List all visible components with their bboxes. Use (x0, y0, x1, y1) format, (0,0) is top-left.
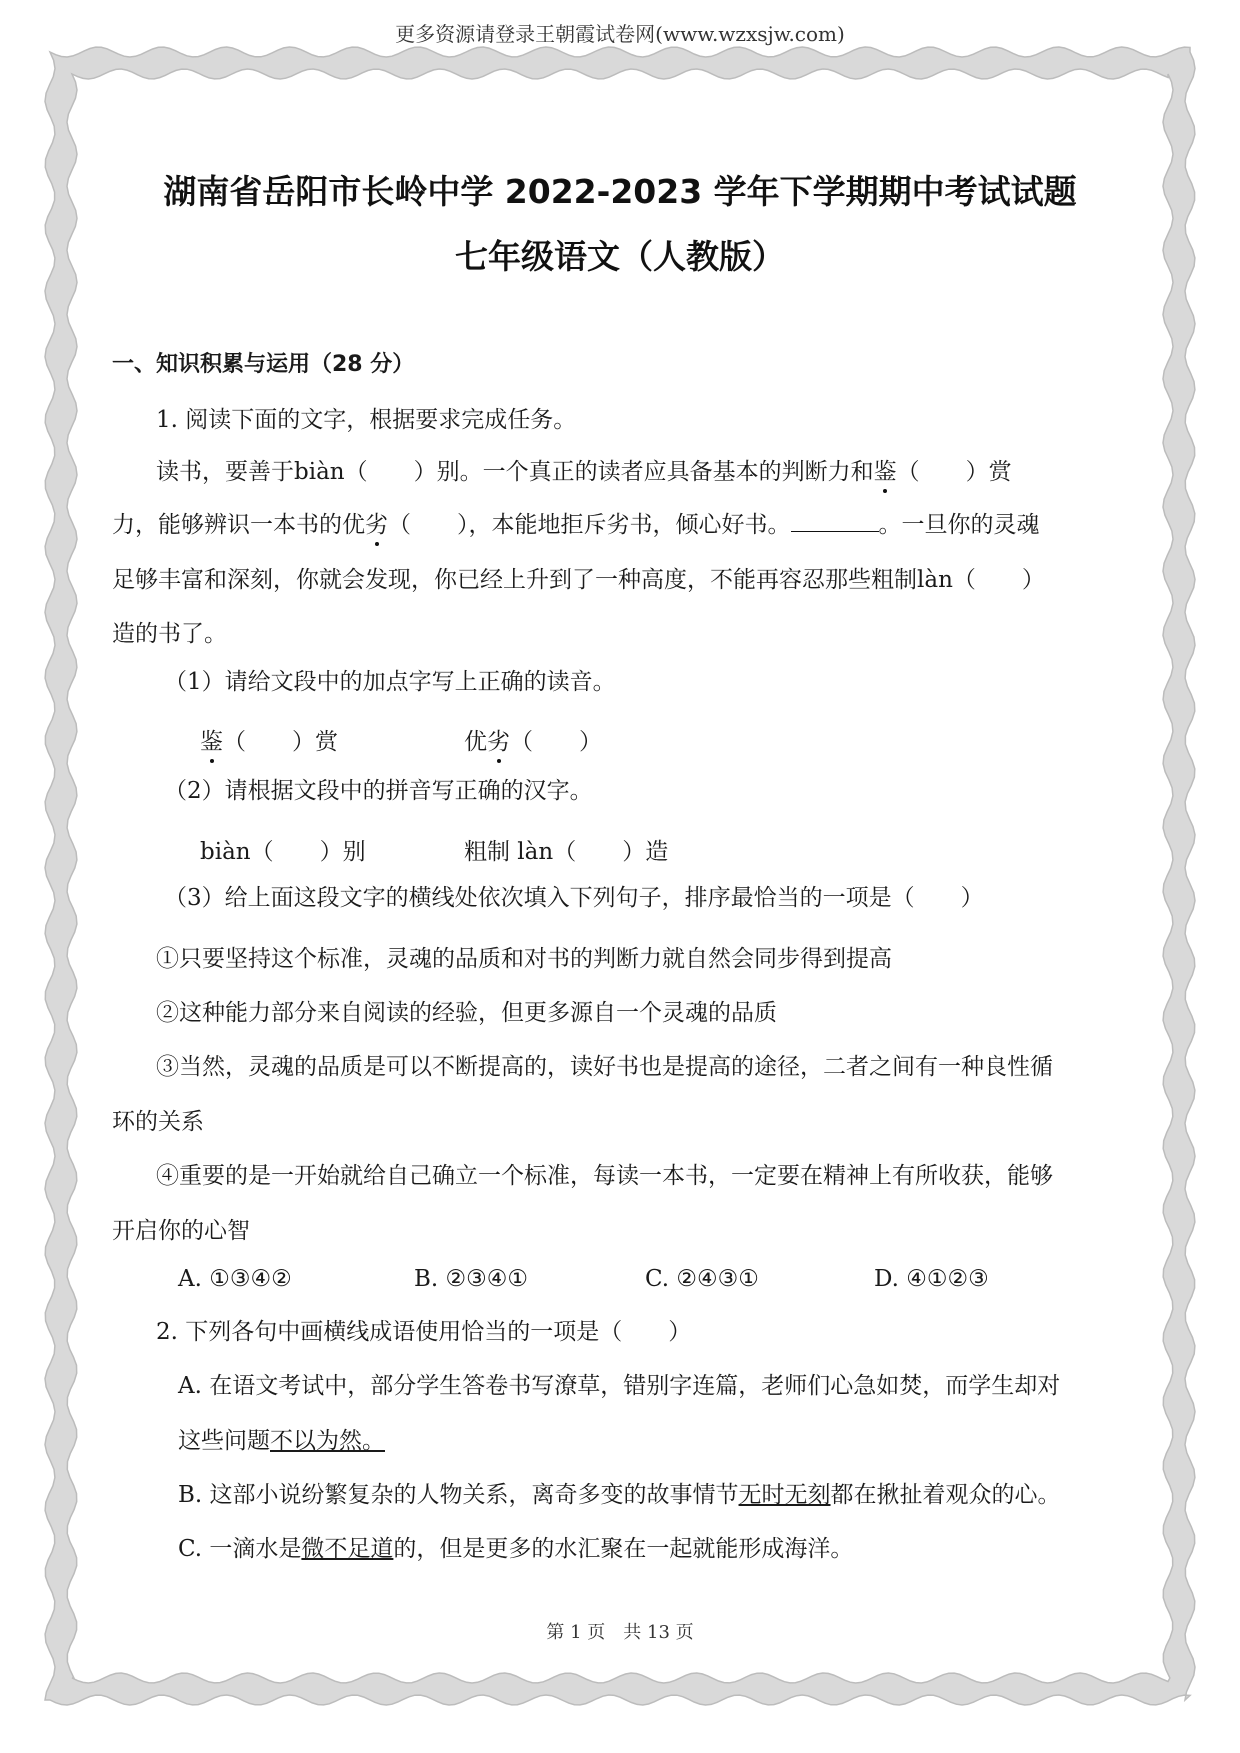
q2-option-a-cont (178, 1426, 385, 1456)
passage-line-3: 足够丰富和深刻，你就会发现，你已经上升到了一种高度，不能再容忍那些粗制làn（ ） (112, 567, 1045, 593)
sentence-2: ②这种能力部分来自阅读的经验，但更多源自一个灵魂的品质 (156, 1000, 777, 1026)
sub-2-item-2: 粗制 làn（ ）造 (464, 839, 669, 865)
exam-subtitle: 七年级语文（人教版） (455, 237, 785, 276)
option-text: 的，但是更多的水汇聚在一起就能形成海洋。 (393, 1536, 854, 1562)
underlined-idiom: 微不足道 (301, 1536, 394, 1562)
underlined-idiom: 不以为然。 (270, 1428, 385, 1454)
sub-1-item-1 (200, 727, 338, 757)
section-heading: 一、知识积累与运用（28 分） (112, 352, 415, 377)
passage-text: 读书，要善于biàn（ ）别。一个真正的读者应具备基本的判断力和 (156, 459, 874, 485)
sub-2-item-1: biàn（ ）别 (200, 839, 366, 865)
q2-option-c (178, 1534, 853, 1564)
passage-text: 力，能够辨识一本书的优 (112, 512, 365, 538)
page-number: 第 1 页 共 13 页 (546, 1622, 694, 1643)
exam-title: 湖南省岳阳市长岭中学 2022-2023 学年下学期期中考试试题 (163, 172, 1077, 211)
passage-line-2 (112, 510, 1040, 540)
dotted-char: 鉴 (873, 459, 897, 485)
option-d: D. ④①②③ (874, 1266, 989, 1292)
passage-text: 。一旦你的灵魂 (878, 512, 1040, 538)
passage-line-4: 造的书了。 (112, 621, 227, 647)
sub-question-2: （2）请根据文段中的拼音写正确的汉字。 (164, 778, 593, 804)
sentence-4-cont: 开启你的心智 (112, 1218, 250, 1244)
sub-question-3: （3）给上面这段文字的横线处依次填入下列句子，排序最恰当的一项是（ ） (164, 885, 984, 911)
question-2-stem: 2. 下列各句中画横线成语使用恰当的一项是（ ） (156, 1319, 692, 1345)
option-text: 都在揪扯着观众的心。 (830, 1482, 1061, 1508)
sentence-3: ③当然，灵魂的品质是可以不断提高的，读好书也是提高的途径，二者之间有一种良性循 (156, 1054, 1053, 1080)
sub-question-1: （1）请给文段中的加点字写上正确的读音。 (164, 669, 616, 695)
option-text: C. 一滴水是 (178, 1536, 302, 1562)
option-c: C. ②④③① (645, 1266, 759, 1292)
item-text: （ ）赏 (223, 729, 338, 755)
option-text: 这些问题 (178, 1428, 270, 1454)
dotted-char: 劣 (365, 512, 388, 538)
passage-text: （ ），本能地拒斥劣书，倾心好书。 (388, 512, 791, 538)
option-text: B. 这部小说纷繁复杂的人物关系，离奇多变的故事情节 (178, 1482, 739, 1508)
passage-text: （ ）赏 (896, 459, 1012, 485)
sentence-1: ①只要坚持这个标准，灵魂的品质和对书的判断力就自然会同步得到提高 (156, 946, 892, 972)
sentence-3-cont: 环的关系 (112, 1109, 204, 1135)
header-note: 更多资源请登录王朝霞试卷网(www.wzxsjw.com) (395, 22, 845, 46)
item-text: （ ） (510, 729, 602, 755)
underlined-idiom: 无时无刻 (738, 1482, 831, 1508)
dotted-char: 鉴 (200, 729, 223, 755)
option-b: B. ②③④① (414, 1266, 529, 1292)
answer-blank (791, 511, 879, 532)
q2-option-a: A. 在语文考试中，部分学生答卷书写潦草，错别字连篇，老师们心急如焚，而学生却对 (178, 1373, 1061, 1399)
option-a: A. ①③④② (178, 1266, 292, 1292)
passage-line-1 (156, 457, 1012, 487)
question-1-stem: 1. 阅读下面的文字，根据要求完成任务。 (156, 407, 577, 433)
sentence-4: ④重要的是一开始就给自己确立一个标准，每读一本书，一定要在精神上有所收获，能够 (156, 1163, 1053, 1189)
q2-option-b (178, 1480, 1061, 1510)
dotted-char: 劣 (487, 729, 510, 755)
sub-1-item-2 (464, 727, 602, 757)
item-text: 优 (464, 729, 487, 755)
